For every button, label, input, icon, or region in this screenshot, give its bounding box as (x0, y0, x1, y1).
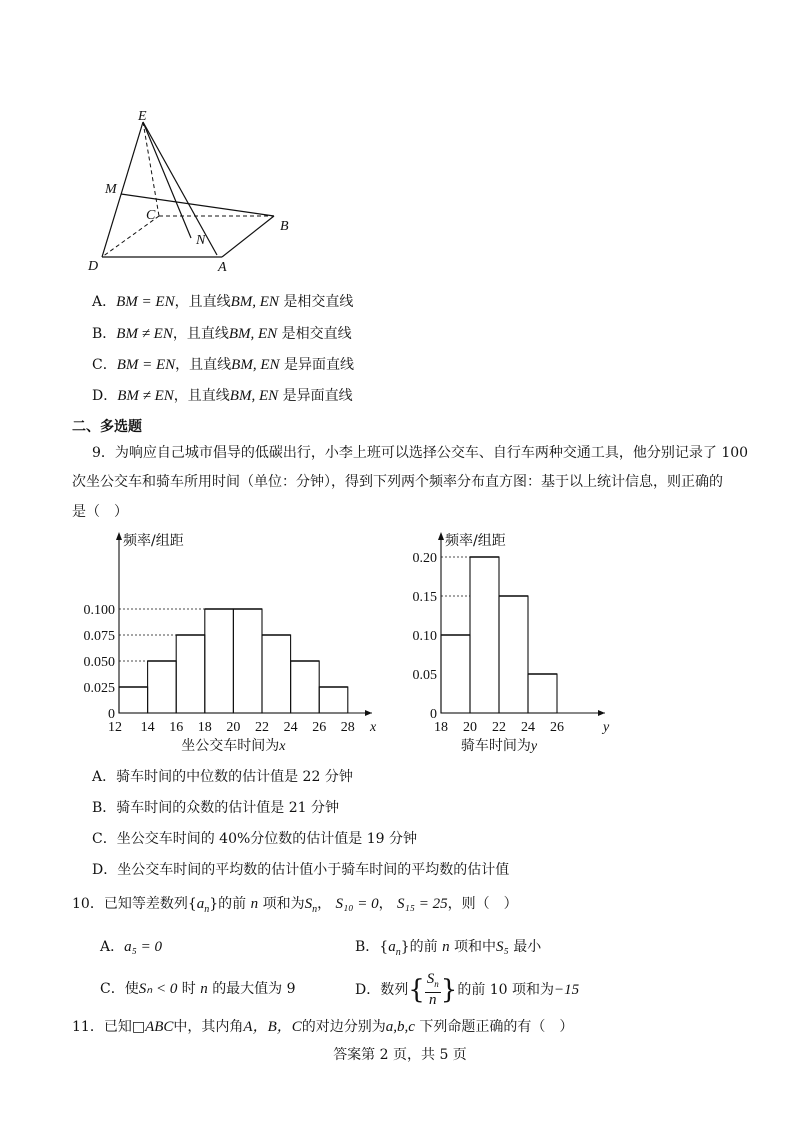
y-tick-label: 0.10 (412, 629, 437, 644)
x-tick-label: 16 (169, 720, 184, 735)
q9-stem-line2: 次坐公交车和骑车所用时间（单位：分钟），得到下列两个频率分布直方图：基于以上统计信息，则正确的 (72, 474, 723, 490)
x-tick-label: 14 (140, 720, 155, 735)
x-tick-label: 22 (255, 720, 269, 735)
point-M: M (105, 182, 117, 197)
y-tick-label: 0.075 (83, 629, 115, 644)
q9-option-b: B．骑车时间的众数的估计值是 21 分钟 (92, 800, 340, 816)
q10-option-d: D．数列{ $\frac{S_n}{n}$ }的前 10 项和为−15 (355, 971, 580, 1008)
point-B: B (280, 219, 289, 234)
x-axis-label: y (603, 720, 610, 735)
x-tick-label: 24 (521, 720, 535, 735)
section-title: 二、多选题 (72, 419, 142, 435)
x-tick-label: 18 (434, 720, 448, 735)
y-tick-label: 0.050 (83, 655, 115, 670)
q10-stem: 10．已知等差数列$\{a_n\}$的前 n 项和为$S_n$， S₁₀ = 0， S₁₅ = 25，则（ ） (72, 896, 518, 915)
x-tick-label: 28 (340, 720, 355, 735)
y-tick-label: 0.025 (83, 681, 115, 696)
bike-time-histogram (400, 528, 630, 758)
histogram-bar (470, 557, 499, 713)
histogram-bar (176, 635, 205, 713)
q10-option-c: C．使Sₙ < 0 时 n 的最大值为 9 (100, 981, 296, 997)
histogram-bar (233, 609, 262, 713)
y-tick-label: 0 (108, 707, 115, 722)
y-tick-label: 0.20 (412, 551, 437, 566)
y-axis-label: 频率/组距 (445, 533, 506, 549)
q9-option-c: C．坐公交车时间的 40%分位数的估计值是 19 分钟 (92, 831, 417, 847)
q8-option-b: B．BM ≠ EN，且直线BM, EN 是相交直线 (92, 326, 352, 342)
y-axis-arrow (116, 532, 122, 540)
page-footer: 答案第 2 页，共 5 页 (333, 1047, 467, 1063)
x-axis-arrow (365, 710, 372, 716)
point-C: C (146, 208, 156, 223)
x-tick-label: 20 (463, 720, 477, 735)
x-tick-label: 24 (283, 720, 298, 735)
point-D: D (88, 259, 99, 274)
x-tick-label: 20 (226, 720, 241, 735)
q8-option-c: C．BM = EN，且直线BM, EN 是异面直线 (92, 357, 354, 373)
q10-option-b: B．$\{a_n\}$的前 n 项和中S₅ 最小 (355, 939, 542, 958)
histogram-bar (119, 687, 148, 713)
histogram-bar (441, 635, 470, 713)
y-axis-arrow (438, 532, 444, 540)
q10-option-a: A．a₅ = 0 (100, 939, 162, 955)
x-tick-label: 12 (108, 720, 122, 735)
x-tick-label: 26 (550, 720, 564, 735)
y-tick-label: 0.05 (412, 668, 437, 683)
q8-option-d: D．BM ≠ EN，且直线BM, EN 是异面直线 (92, 388, 353, 404)
x-tick-label: 22 (492, 720, 506, 735)
q11-stem: 11．已知□ABC中，其内角A，B，C的对边分别为a,b,c 下列命题正确的有（ ） (72, 1019, 574, 1035)
chart-caption: 坐公交车时间为x (181, 738, 286, 754)
y-tick-label: 0.15 (412, 590, 437, 605)
x-tick-label: 18 (197, 720, 212, 735)
y-tick-label: 0.100 (83, 603, 115, 618)
histogram-bar (528, 674, 557, 713)
point-E: E (138, 109, 147, 124)
x-axis-arrow (598, 710, 605, 716)
chart-caption: 骑车时间为y (460, 738, 538, 754)
histogram-bar (148, 661, 177, 713)
histogram-bar (262, 635, 291, 713)
x-tick-label: 26 (312, 720, 327, 735)
point-A: A (218, 260, 227, 275)
y-tick-label: 0 (430, 707, 437, 722)
geometry-figure (80, 105, 300, 275)
q9-stem-line3: 是（ ） (72, 504, 128, 520)
bus-time-histogram (60, 528, 390, 758)
histogram-bar (205, 609, 234, 713)
q9-stem-line1: 9．为响应自己城市倡导的低碳出行，小李上班可以选择公交车、自行车两种交通工具，他分别记录了 100 (92, 445, 749, 461)
point-N: N (196, 233, 206, 248)
y-axis-label: 频率/组距 (123, 533, 184, 549)
histogram-bar (499, 596, 528, 713)
x-axis-label: x (370, 720, 377, 735)
q9-option-d: D．坐公交车时间的平均数的估计值小于骑车时间的平均数的估计值 (92, 862, 510, 878)
q9-option-a: A．骑车时间的中位数的估计值是 22 分钟 (92, 769, 353, 785)
q8-option-a: A．BM = EN，且直线BM, EN 是相交直线 (92, 294, 354, 310)
histogram-bar (319, 687, 348, 713)
histogram-bar (291, 661, 320, 713)
